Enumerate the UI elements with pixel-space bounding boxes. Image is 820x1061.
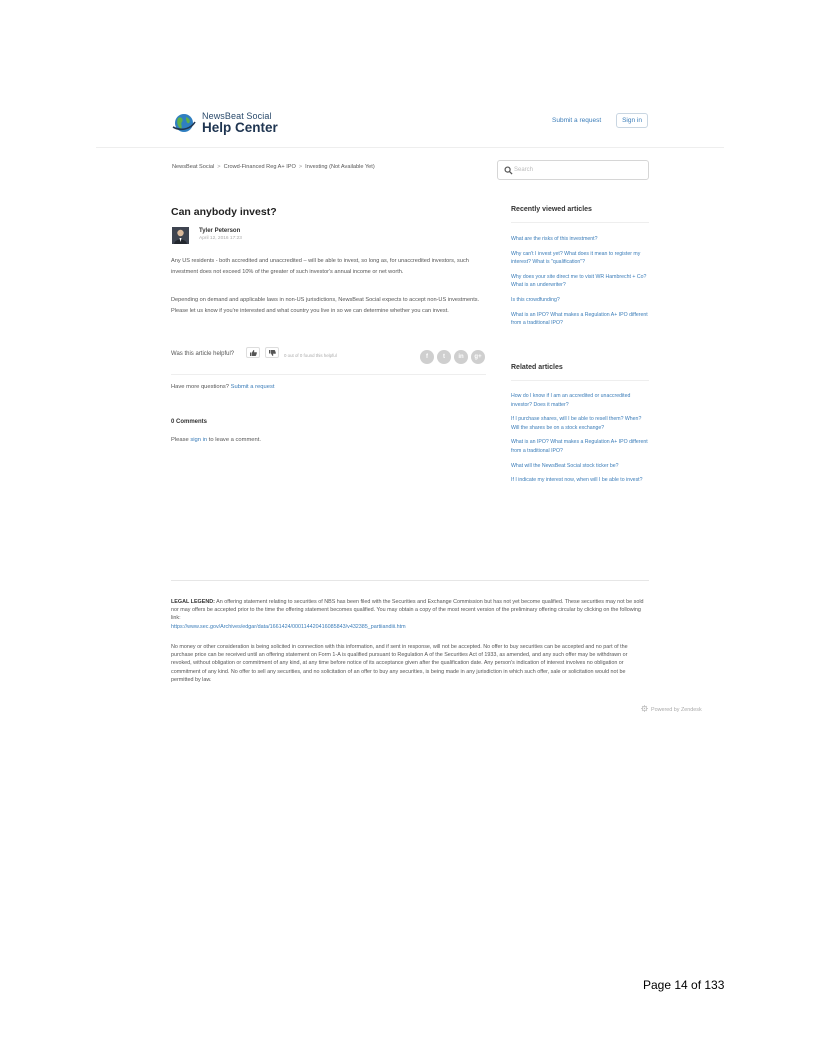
- related-article-link[interactable]: How do I know if I am an accredited or unaccredited investor? Does it matter?: [511, 393, 631, 408]
- sidebar-divider: [511, 380, 649, 381]
- related-articles-title: Related articles: [511, 364, 563, 371]
- breadcrumb-separator: >: [298, 164, 303, 170]
- breadcrumb-separator: >: [217, 164, 221, 170]
- article-paragraph: Any US residents - both accredited and unaccredited – will be able to invest, so long as, for unaccredited investors, such investment does not exceed 10% of the greater of such investor's annual income or net worth.: [171, 258, 469, 275]
- breadcrumb-item[interactable]: NewsBeat Social: [172, 164, 215, 170]
- legal-text: An offering statement relating to securities of NBS has been filed with the Securities and Exchange Commission but has not yet become qualified. These securities may not be sold nor may offers be accepted prior to the time the offering statement becomes qualified. You may obtain a copy of the most recent version of the preliminary offering circular by clicking on the following link:: [171, 599, 644, 622]
- sec-filing-link[interactable]: https://www.sec.gov/Archives/edgar/data/1661424/000114420416085843/v432385_partiiandiii.htm: [171, 623, 406, 630]
- logo-product-text: Help Center: [202, 120, 278, 135]
- author-name[interactable]: Tyler Peterson: [199, 228, 241, 234]
- help-center-header: [96, 108, 724, 148]
- legal-disclaimer: No money or other consideration is being solicited in connection with this information, and if sent in response, will not be accepted. No offer to buy securities can be accepted and no part of the purchase price can be received until an offering statement on Form 1-A is qualified pursuant to Regulation A of the Securities Act of 1933, as amended, and any such offer may be withdrawn or revoked, without obligation or commitment of any kind, at any time before notice of its acceptance given after the qualification date. Any person's indication of interest involves no obligation or commitment of any kind. No offer to sell any securities, and no solicitation of an offer to buy any securities, is being made in any jurisdiction in which such offer, sale or solicitation would not be permitted by law.: [171, 644, 628, 683]
- leave-comment-post: to leave a comment.: [208, 437, 261, 443]
- vote-up-button[interactable]: [246, 347, 260, 358]
- search-input[interactable]: [497, 160, 649, 180]
- breadcrumb-item[interactable]: Crowd-Financed Reg A+ IPO: [223, 164, 296, 170]
- twitter-icon[interactable]: t: [437, 350, 451, 364]
- thumbs-down-icon: [269, 350, 276, 356]
- thumbs-up-icon: [250, 350, 257, 356]
- globe-logo-icon: [172, 112, 196, 134]
- linkedin-icon[interactable]: in: [454, 350, 468, 364]
- recent-article-link[interactable]: What are the risks of this investment?: [511, 236, 598, 242]
- legal-heading: LEGAL LEGEND:: [171, 599, 215, 605]
- related-articles-list: [511, 392, 651, 491]
- vote-count: 0 out of 0 found this helpful: [284, 353, 337, 358]
- author-photo-icon: [172, 227, 189, 244]
- search-placeholder: Search: [514, 167, 534, 173]
- page-number: Page 14 of 133: [643, 978, 725, 992]
- related-article-link[interactable]: What will the NewsBeat Social stock ticker be?: [511, 462, 619, 469]
- recently-viewed-title: Recently viewed articles: [511, 206, 592, 213]
- help-center-logo[interactable]: [172, 110, 292, 138]
- more-questions-label: Have more questions?: [171, 384, 229, 390]
- legal-legend: [171, 598, 649, 631]
- sign-in-link[interactable]: sign in: [190, 437, 208, 443]
- comments-title: 0 Comments: [171, 419, 208, 425]
- related-article-link[interactable]: If I indicate my interest now, when will I be able to invest?: [511, 477, 643, 484]
- recent-article-link[interactable]: What is an IPO? What makes a Regulation A+ IPO different from a traditional IPO?: [511, 311, 648, 327]
- recent-article-link[interactable]: Why can't I invest yet? What does it mean to register my interest? What is "qualification"?: [511, 250, 641, 266]
- powered-by-zendesk[interactable]: [641, 705, 702, 713]
- article-paragraph: Depending on demand and applicable laws in non-US jurisdictions, NewsBeat Social expects to accept non-US investments. Please let us know if you're interested and what country you live in so we can determine whether you can invest.: [171, 297, 480, 314]
- leave-comment-pre: Please: [171, 437, 189, 443]
- breadcrumb: [172, 164, 375, 170]
- search-icon: [504, 166, 513, 175]
- helpful-label: Was this article helpful?: [171, 351, 235, 357]
- breadcrumb-item[interactable]: Investing (Not Available Yet): [305, 164, 375, 170]
- article-title: Can anybody invest?: [171, 206, 277, 218]
- zendesk-gear-icon: [641, 705, 648, 712]
- footer-divider: [171, 580, 649, 581]
- more-questions: [171, 384, 274, 390]
- sidebar-divider: [511, 222, 649, 223]
- submit-request-link-2[interactable]: Submit a request: [230, 384, 275, 390]
- powered-by-text: Powered by Zendesk: [651, 707, 702, 713]
- submit-request-link[interactable]: Submit a request: [552, 117, 602, 124]
- sign-in-button[interactable]: Sign in: [616, 113, 648, 128]
- article-date: April 12, 2016 17:23: [199, 236, 242, 241]
- google-plus-icon[interactable]: g+: [471, 350, 485, 364]
- logo-brand-text: NewsBeat Social: [202, 111, 272, 121]
- recent-article-link[interactable]: Why does your site direct me to visit WR Hambrecht + Co? What is an underwriter?: [511, 273, 647, 289]
- leave-comment-prompt: [171, 437, 261, 443]
- recently-viewed-list: [511, 235, 651, 334]
- recent-article-link[interactable]: Is this crowdfunding?: [511, 296, 560, 303]
- facebook-icon[interactable]: f: [420, 350, 434, 364]
- article-divider: [171, 374, 486, 375]
- related-article-link[interactable]: What is an IPO? What makes a Regulation A+ IPO different from a traditional IPO?: [511, 439, 648, 454]
- vote-down-button[interactable]: [265, 347, 279, 358]
- avatar: [172, 227, 189, 244]
- related-article-link[interactable]: If I purchase shares, will I be able to resell them? When? Will the shares be on a stock exchange?: [511, 416, 642, 431]
